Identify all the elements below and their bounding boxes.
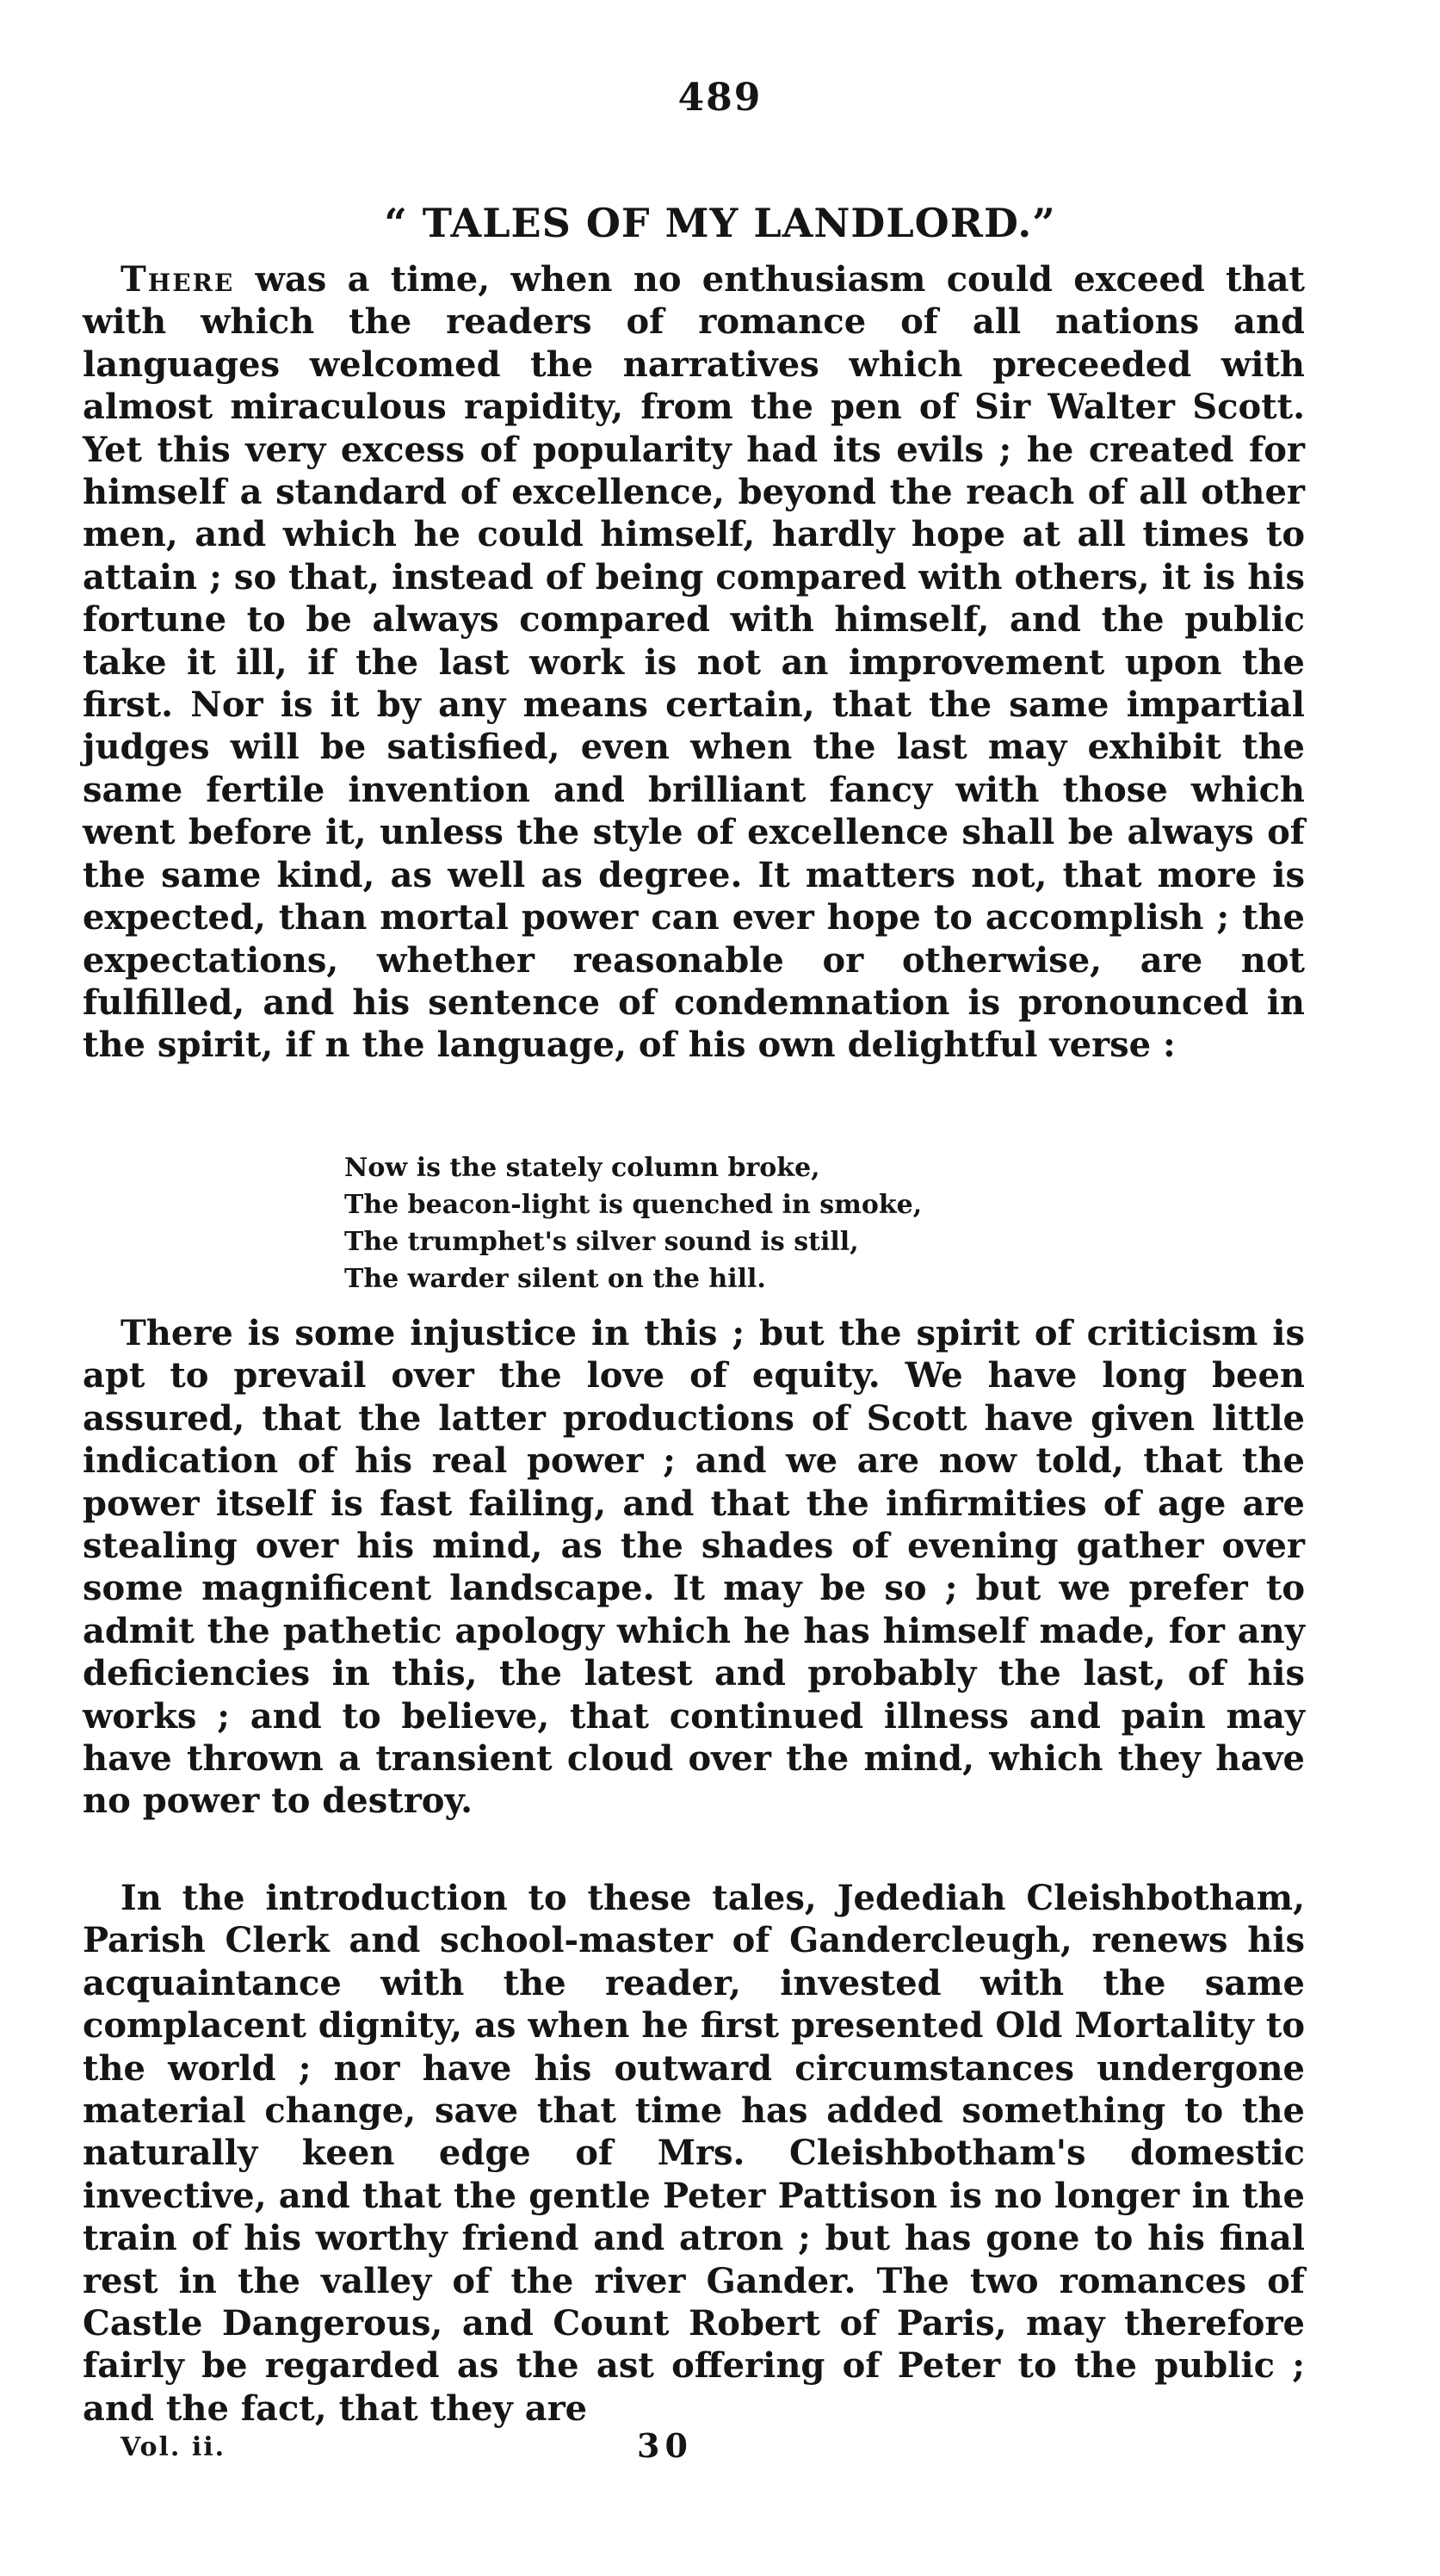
verse-quotation xyxy=(344,1149,1119,1297)
verse-line: Now is the stately column broke, xyxy=(344,1153,820,1183)
volume-marker: Vol. ii. xyxy=(121,2432,226,2462)
signature-mark: 30 xyxy=(637,2426,693,2465)
paragraph-2 xyxy=(83,1312,1305,1823)
paragraph-1-body: was a time, when no enthusiasm could exceed that with which the readers of romance of all nations and languages welcomed the narratives which preceeded with almost miraculous rapidity, from the pen of Sir Walter Scott. Yet this very excess of popularity had its evils ; he created for himself a standard of excellence, beyond the reach of all other men, and which he could himself, hardly hope at all times to attain ; so that, instead of being compared with others, it is his fortune to be always compared with himself, and the public take it ill, if the last work is not an improvement upon the first. Nor is it by any means certain, that the same impartial judges will be satisfied, even when the last may exhibit the same fertile invention and brilliant fancy with those which went before it, unless the style of excellence shall be always of the same kind, as well as degree. It matters not, that more is expected, than mortal power can ever hope to accomplish ; the expectations, whether reasonable or otherwise, are not fulfilled, and his sentence of condemnation is pronounced in the spirit, if n the language, of his own delightful verse : xyxy=(83,259,1305,1066)
paragraph-1 xyxy=(83,258,1305,1067)
paragraph-3-text: In the introduction to these tales, Jedediah Cleishbotham, Parish Clerk and school-master of Gandercleugh, renews his acquaintance with the reader, invested with the same complacent dignity, as when he first presented Old Mortality to the world ; nor have his outward circumstances undergone material change, save that time has added something to the naturally keen edge of Mrs. Cleishbotham's domestic invective, and that the gentle Peter Pattison is no longer in the train of his worthy friend and atron ; but has gone to his final rest in the valley of the river Gander. The two romances of Castle Dangerous, and Count Robert of Paris, may therefore fairly be regarded as the ast offering of Peter to the public ; and the fact, that they are xyxy=(83,1878,1305,2429)
paragraph-3 xyxy=(83,1877,1305,2430)
paragraph-2-text: There is some injustice in this ; but the spirit of criticism is apt to prevail over the love of equity. We have long been assured, that the latter productions of Scott have given little indication of his real power ; and we are now told, that the power itself is fast failing, and that the infirmities of age are stealing over his mind, as the shades of evening gather over some magnificent landscape. It may be so ; but we prefer to admit the pathetic apology which he has himself made, for any deficiencies in this, the latest and probably the last, of his works ; and to believe, that continued illness and pain may have thrown a transient cloud over the mind, which they have no power to destroy. xyxy=(83,1313,1305,1822)
article-title: “ TALES OF MY LANDLORD.” xyxy=(384,200,1056,246)
verse-line: The trumphet's silver sound is still, xyxy=(344,1227,859,1257)
paragraph-1-text xyxy=(83,258,1305,1067)
verse-line: The warder silent on the hill. xyxy=(344,1264,766,1294)
paragraph-1-lead-word: There xyxy=(121,259,235,300)
page-number: 489 xyxy=(677,76,763,120)
verse-line: The beacon-light is quenched in smoke, xyxy=(344,1190,923,1220)
